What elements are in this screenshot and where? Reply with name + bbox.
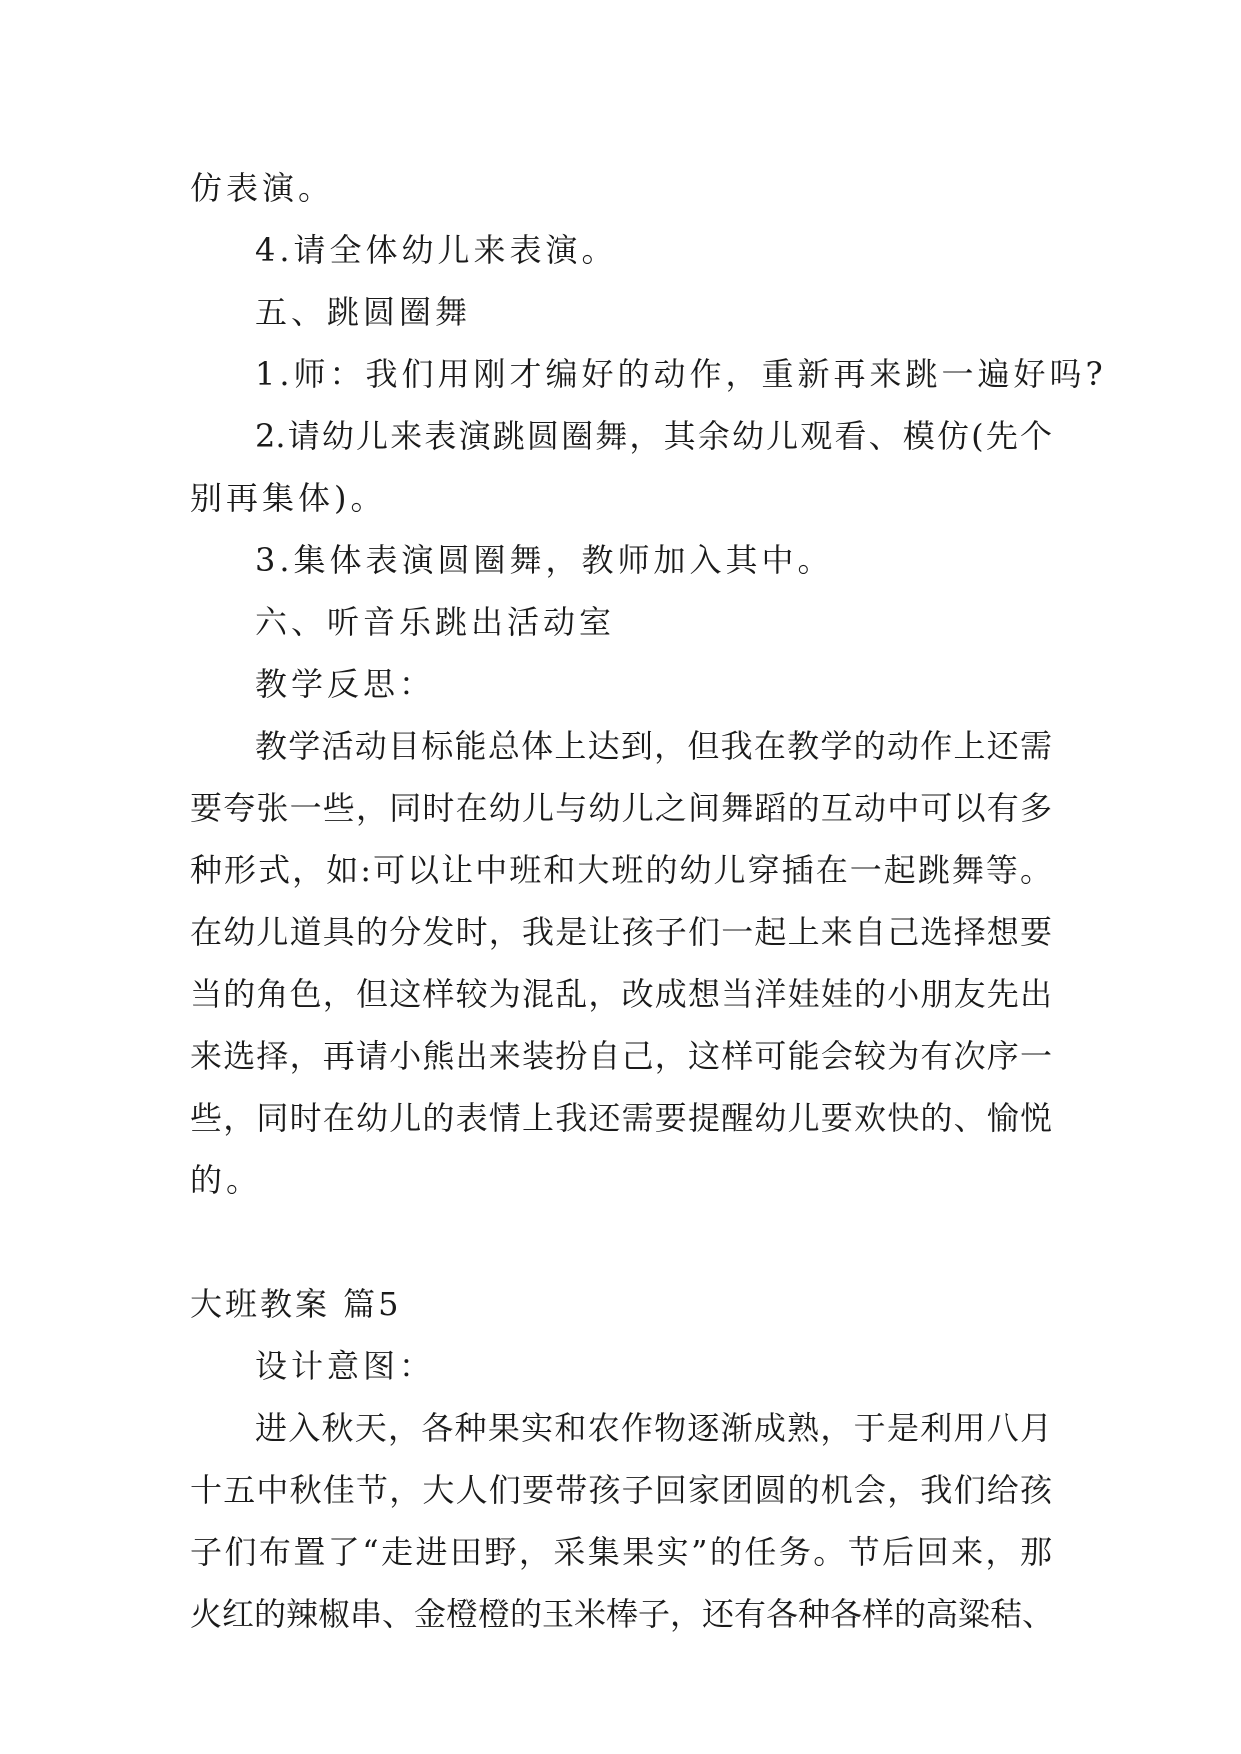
paragraph-line: 别再集体)。 — [190, 479, 387, 517]
list-item: 2.请幼儿来表演跳圆圈舞，其余幼儿观看、模仿(先个 — [255, 417, 1052, 455]
paragraph-line: 进入秋天，各种果实和农作物逐渐成熟，于是利用八月 — [255, 1409, 1052, 1447]
section-heading: 教学反思： — [255, 665, 436, 703]
section-spacer — [190, 1211, 1052, 1273]
section-title: 大班教案 篇5 — [190, 1285, 402, 1323]
paragraph-line: 种形式，如:可以让中班和大班的幼儿穿插在一起跳舞等。 — [190, 851, 1052, 889]
list-item: 3.集体表演圆圈舞，教师加入其中。 — [255, 541, 834, 579]
section-heading: 五、跳圆圈舞 — [255, 293, 472, 331]
paragraph-line: 火红的辣椒串、金橙橙的玉米棒子，还有各种各样的高粱秸、 — [190, 1595, 1055, 1633]
paragraph-line: 在幼儿道具的分发时，我是让孩子们一起上来自己选择想要 — [190, 913, 1052, 951]
list-item: 4.请全体幼儿来表演。 — [255, 231, 618, 269]
paragraph-line: 些，同时在幼儿的表情上我还需要提醒幼儿要欢快的、愉悦 — [190, 1099, 1052, 1137]
paragraph-line: 教学活动目标能总体上达到，但我在教学的动作上还需 — [255, 727, 1052, 765]
paragraph-line: 仿表演。 — [190, 169, 335, 207]
paragraph-line: 的。 — [190, 1161, 263, 1199]
section-heading: 设计意图： — [255, 1347, 436, 1385]
paragraph-line: 当的角色，但这样较为混乱，改成想当洋娃娃的小朋友先出 — [190, 975, 1052, 1013]
paragraph-line: 要夸张一些，同时在幼儿与幼儿之间舞蹈的互动中可以有多 — [190, 789, 1052, 827]
document-body — [190, 157, 1107, 1645]
list-item: 1.师：我们用刚才编好的动作，重新再来跳一遍好吗? — [255, 355, 1107, 393]
section-heading: 六、听音乐跳出活动室 — [255, 603, 616, 641]
paragraph-line: 十五中秋佳节，大人们要带孩子回家团圆的机会，我们给孩 — [190, 1471, 1052, 1509]
paragraph-line: 子们布置了“走进田野，采集果实”的任务。节后回来，那 — [190, 1533, 1052, 1571]
paragraph-line: 来选择，再请小熊出来装扮自己，这样可能会较为有次序一 — [190, 1037, 1052, 1075]
